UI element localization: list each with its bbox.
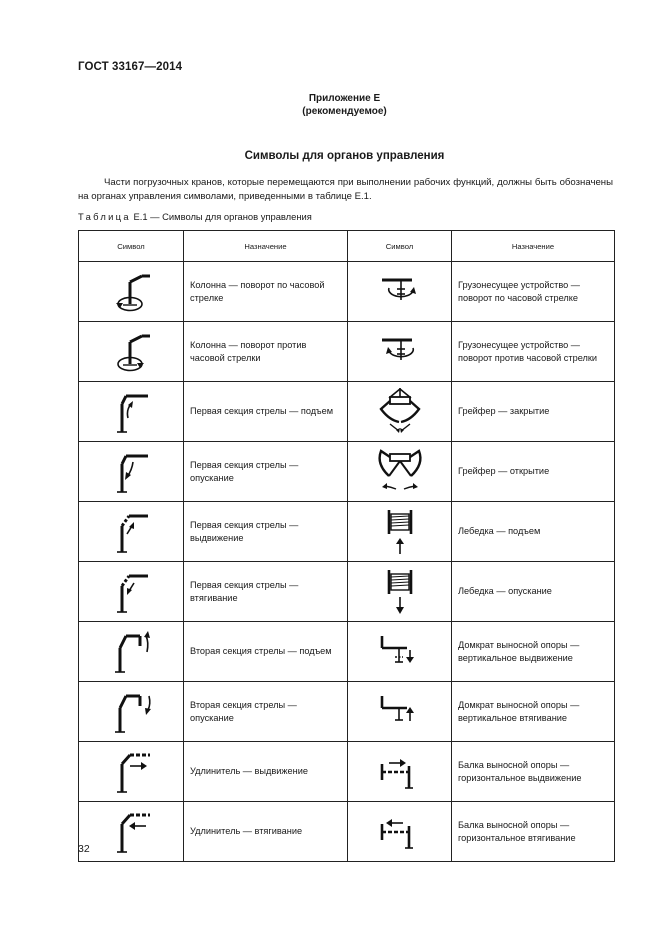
outrigger-beam-retract-icon (365, 804, 435, 860)
grab-close-icon (365, 384, 435, 440)
boom-first-section-raise-icon (96, 384, 166, 440)
table-header-row (79, 231, 615, 262)
outrigger-beam-extend-icon (365, 744, 435, 800)
table-row (79, 382, 615, 442)
section-title: Символы для органов управления (244, 150, 445, 162)
grab-open-icon (365, 444, 435, 500)
boom-second-section-lower-label: Вторая секция стрелы — опускание (184, 682, 348, 742)
load-device-rotate-counterclockwise-icon (365, 324, 435, 380)
extension-extend-label: Удлинитель — выдвижение (184, 742, 348, 802)
column-rotate-clockwise-label: Колонна — поворот по часовой стрелке (184, 262, 348, 322)
annex-heading (0, 92, 661, 118)
table-row (79, 742, 615, 802)
outrigger-jack-retract-icon (365, 684, 435, 740)
header-symbol-right: Символ (348, 231, 452, 262)
extension-retract-label: Удлинитель — втягивание (184, 802, 348, 862)
table-row (79, 502, 615, 562)
boom-first-section-lower-label: Первая секция стрелы — опускание (184, 442, 348, 502)
table-caption (78, 211, 312, 222)
boom-first-section-lower-icon (96, 444, 166, 500)
table-row (79, 442, 615, 502)
header-purpose-left: Назначение (184, 231, 348, 262)
outrigger-jack-retract-label: Домкрат выносной опоры — вертикальное втягивание (452, 682, 615, 742)
boom-first-section-retract-icon (96, 564, 166, 620)
grab-open-label: Грейфер — открытие (452, 442, 615, 502)
table-row (79, 562, 615, 622)
table-row (79, 622, 615, 682)
winch-lift-label: Лебедка — подъем (452, 502, 615, 562)
page-number: 32 (78, 843, 90, 855)
column-rotate-counterclockwise-icon (96, 324, 166, 380)
outrigger-jack-extend-icon (365, 624, 435, 680)
header-purpose-right: Назначение (452, 231, 615, 262)
winch-lower-icon (365, 564, 435, 620)
annex-subtitle: (рекомендуемое) (302, 106, 387, 117)
boom-second-section-raise-label: Вторая секция стрелы — подъем (184, 622, 348, 682)
winch-lift-icon (365, 504, 435, 560)
table-row (79, 322, 615, 382)
document-standard-number: ГОСТ 33167—2014 (78, 61, 183, 73)
grab-close-label: Грейфер — закрытие (452, 382, 615, 442)
column-rotate-counterclockwise-label: Колонна — поворот против часовой стрелки (184, 322, 348, 382)
boom-second-section-lower-icon (96, 684, 166, 740)
load-device-rotate-counterclockwise-label: Грузонесущее устройство — поворот против часовой стрелки (452, 322, 615, 382)
table-row (79, 262, 615, 322)
column-rotate-clockwise-icon (96, 264, 166, 320)
boom-first-section-extend-label: Первая секция стрелы — выдвижение (184, 502, 348, 562)
boom-first-section-retract-label: Первая секция стрелы — втягивание (184, 562, 348, 622)
load-device-rotate-clockwise-label: Грузонесущее устройство — поворот по часовой стрелке (452, 262, 615, 322)
table-row (79, 682, 615, 742)
table-row (79, 802, 615, 862)
extension-retract-icon (96, 804, 166, 860)
extension-extend-icon (96, 744, 166, 800)
winch-lower-label: Лебедка — опускание (452, 562, 615, 622)
symbols-table (78, 230, 615, 862)
table-caption-label: Таблица (78, 211, 131, 222)
boom-second-section-raise-icon (96, 624, 166, 680)
header-symbol-left: Символ (79, 231, 184, 262)
outrigger-jack-extend-label: Домкрат выносной опоры — вертикальное выдвижение (452, 622, 615, 682)
boom-first-section-extend-icon (96, 504, 166, 560)
table-caption-text: Е.1 — Символы для органов управления (130, 211, 312, 222)
outrigger-beam-retract-label: Балка выносной опоры — горизонтальное втягивание (452, 802, 615, 862)
intro-paragraph: Части погрузочных кранов, которые перемещаются при выполнении рабочих функций, должны быть обозначены на органах управления символами, приведенными в таблице Е.1. (78, 177, 613, 202)
load-device-rotate-clockwise-icon (365, 264, 435, 320)
boom-first-section-raise-label: Первая секция стрелы — подъем (184, 382, 348, 442)
annex-title: Приложение Е (308, 93, 381, 104)
outrigger-beam-extend-label: Балка выносной опоры — горизонтальное выдвижение (452, 742, 615, 802)
